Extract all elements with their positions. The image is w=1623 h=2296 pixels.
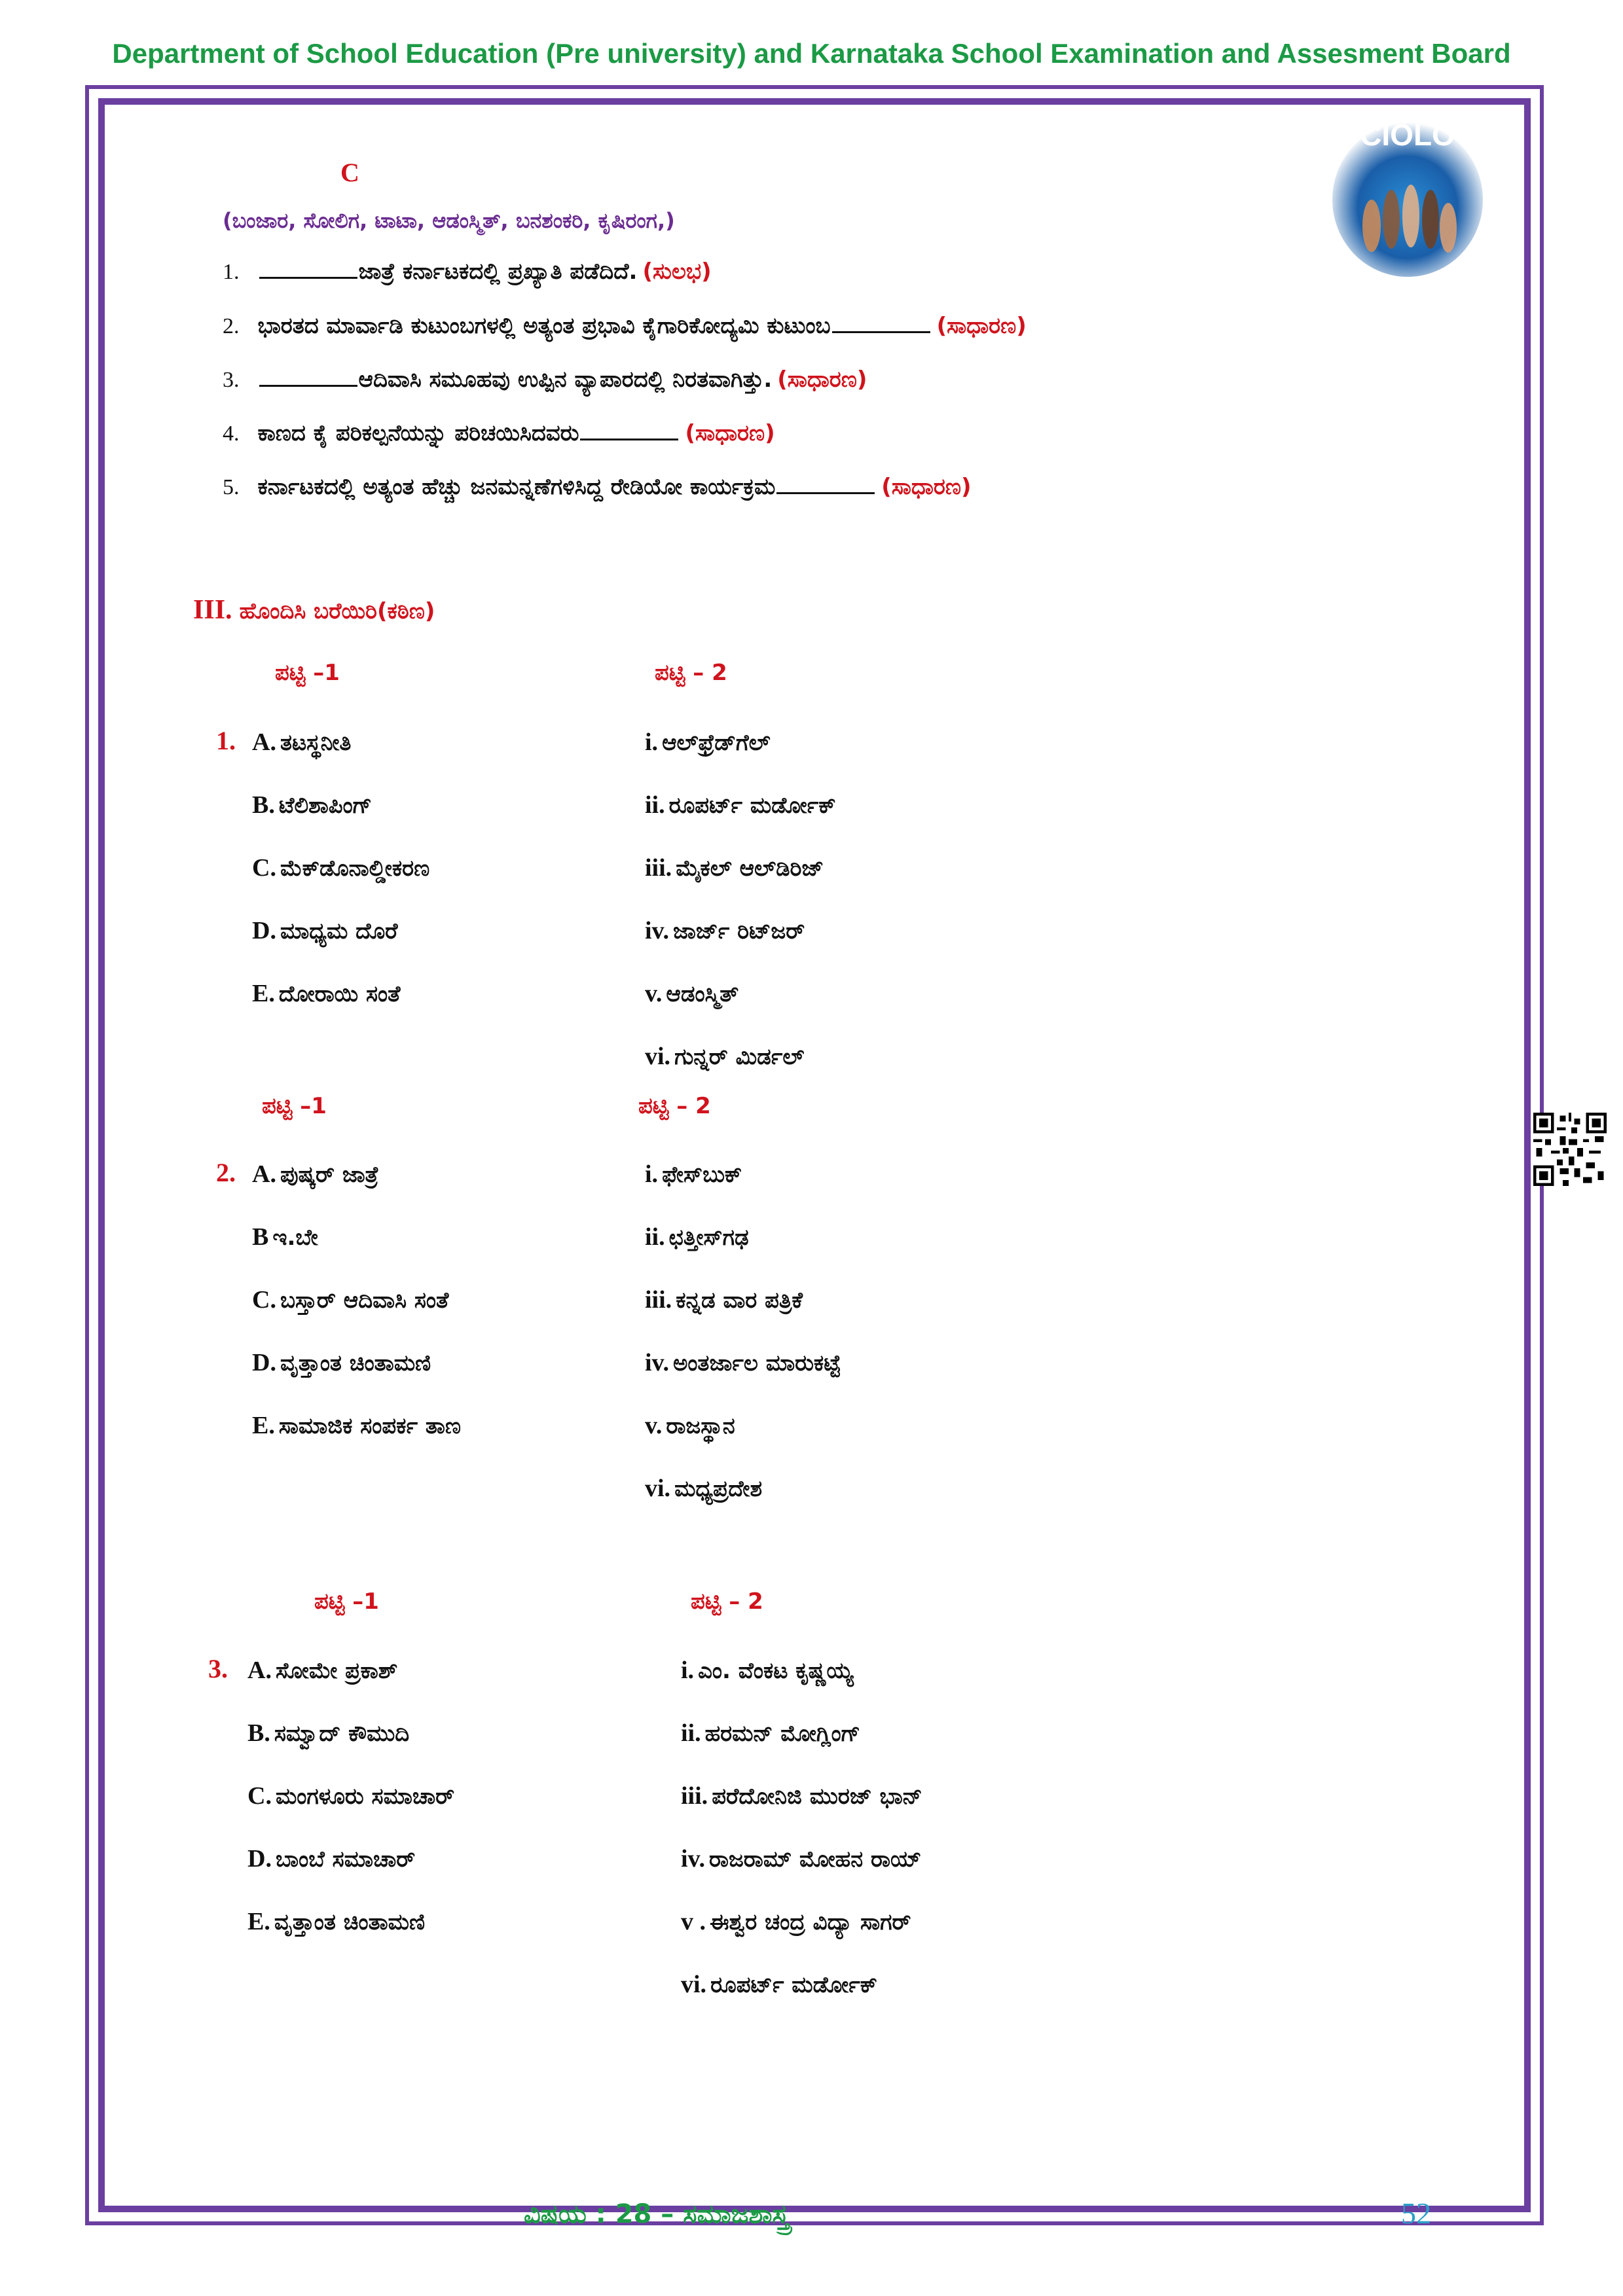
item-key: E. xyxy=(247,1908,270,1935)
left-item xyxy=(247,1907,425,1936)
answer-blank[interactable] xyxy=(259,385,357,387)
item-key: E. xyxy=(252,1412,275,1439)
group-number: 3. xyxy=(208,1654,228,1683)
item-text: ಕನ್ನಡ ವಾರ ಪತ್ರಿಕೆ xyxy=(676,1287,803,1314)
item-key: vi. xyxy=(645,1475,671,1502)
item-key: C. xyxy=(247,1782,272,1810)
right-item xyxy=(645,853,824,882)
answer-blank[interactable] xyxy=(580,439,678,440)
item-text: ತಟಸ್ಥನೀತಿ xyxy=(280,730,352,756)
left-item xyxy=(252,728,351,757)
column-1-heading: ಪಟ್ಟಿ –1 xyxy=(262,1093,327,1119)
item-key: B. xyxy=(247,1719,270,1747)
column-2-heading: ಪಟ್ಟಿ – 2 xyxy=(655,660,727,686)
item-text: ಸೋಮೇ ಪ್ರಕಾಶ್ xyxy=(275,1658,398,1684)
column-2-heading: ಪಟ್ಟಿ – 2 xyxy=(638,1093,711,1119)
section-title: ಹೊಂದಿಸಿ ಬರೆಯಿರಿ(ಕಠಿಣ) xyxy=(239,598,435,624)
section-iii-heading xyxy=(193,594,435,626)
item-text: ಮಾಧ್ಯಮ ದೊರೆ xyxy=(280,918,398,944)
item-key: i. xyxy=(681,1657,695,1684)
item-text: ಆಡಂಸ್ಮಿತ್ xyxy=(666,981,739,1007)
left-item xyxy=(252,916,397,945)
item-key: E. xyxy=(252,980,275,1007)
right-item xyxy=(645,1348,841,1377)
item-text: ರೂಪರ್ಟ್ ಮರ್ಡೋಕ್ xyxy=(668,793,836,819)
item-text: ಪರೆದೋನಿಜಿ ಮುರಜ್ ಭಾನ್ xyxy=(712,1784,922,1810)
qr-code-icon xyxy=(1533,1113,1607,1186)
left-item xyxy=(247,1719,409,1748)
left-item xyxy=(252,1348,431,1377)
column-1-heading: ಪಟ್ಟಿ –1 xyxy=(314,1588,379,1615)
right-item xyxy=(681,1907,911,1936)
question-text: ಕಾಣದ ಕೈ ಪರಿಕಲ್ಪನೆಯನ್ನು ಪರಿಚಯಿಸಿದವರು xyxy=(257,420,579,446)
column-2-heading: ಪಟ್ಟಿ – 2 xyxy=(691,1588,763,1615)
item-text: ಗುನ್ನರ್ ಮಿರ್ಡಲ್ xyxy=(674,1044,805,1070)
item-text: ದೋರಾಯಿ ಸಂತೆ xyxy=(278,981,401,1007)
right-item xyxy=(645,1223,749,1251)
item-key: i. xyxy=(645,728,659,756)
item-key: ii. xyxy=(645,1223,665,1251)
document-header: Department of School Education (Pre university) and Karnataka School Examination and Assesment Board xyxy=(112,38,1511,69)
item-key: v . xyxy=(681,1908,706,1935)
difficulty-label: (ಸುಲಭ) xyxy=(642,259,712,285)
left-item xyxy=(247,1656,397,1685)
item-text: ಆಲ್‌ಫ್ರೆಡ್‌ಗೆಲ್ xyxy=(662,730,771,756)
right-item xyxy=(645,1285,803,1314)
item-text: ಬಸ್ತಾರ್ ಆದಿವಾಸಿ ಸಂತೆ xyxy=(280,1287,449,1314)
options-list: (ಬಂಜಾರ, ಸೋಲಿಗ, ಟಾಟಾ, ಆಡಂಸ್ಮಿತ್, ಬನಶಂಕರಿ, ಕೃಷಿರಂಗ,) xyxy=(223,208,675,233)
item-key: iii. xyxy=(681,1782,708,1810)
item-key: C. xyxy=(252,1286,276,1314)
answer-blank[interactable] xyxy=(259,277,357,279)
item-text: ವೃತ್ತಾಂತ ಚಿಂತಾಮಣಿ xyxy=(274,1909,426,1935)
item-text: ಬಾಂಬೆ ಸಮಾಚಾರ್ xyxy=(275,1846,416,1873)
right-item xyxy=(645,1411,735,1440)
question-number: 2. xyxy=(223,314,240,338)
item-text: ವೃತ್ತಾಂತ ಚಿಂತಾಮಣಿ xyxy=(280,1350,431,1376)
item-text: ಹರಮನ್ ಮೋಗ್ಲಿಂಗ್ xyxy=(704,1721,861,1747)
right-item xyxy=(645,1042,804,1071)
question-text: ಆದಿವಾಸಿ ಸಮೂಹವು ಉಪ್ಪಿನ ವ್ಯಾಪಾರದಲ್ಲಿ ನಿರತವಾಗಿತ್ತು. xyxy=(358,367,773,393)
left-item xyxy=(252,1160,378,1189)
item-key: A. xyxy=(247,1657,272,1684)
question-item xyxy=(223,474,972,500)
item-text: ಸಾಮಾಜಿಕ ಸಂಪರ್ಕ ತಾಣ xyxy=(278,1413,462,1439)
item-key: vi. xyxy=(681,1971,707,1998)
item-key: B xyxy=(252,1223,269,1251)
column-1-heading: ಪಟ್ಟಿ –1 xyxy=(275,660,340,686)
left-item xyxy=(247,1844,415,1873)
logo-text: SOCIOLOGY xyxy=(1316,118,1499,152)
item-text: ಛತ್ತೀಸ್‌ಗಢ xyxy=(668,1225,749,1251)
right-item xyxy=(645,791,836,819)
answer-blank[interactable] xyxy=(832,331,930,333)
right-item xyxy=(681,1844,921,1873)
left-item xyxy=(252,1411,461,1440)
difficulty-label: (ಸಾಧಾರಣ) xyxy=(936,313,1027,339)
group-number: 2. xyxy=(216,1158,236,1187)
item-text: ರಾಜರಾಮ್ ಮೋಹನ ರಾಯ್ xyxy=(708,1846,922,1873)
item-text: ಫೇಸ್‌ಬುಕ್ xyxy=(662,1162,742,1188)
left-item xyxy=(252,853,429,882)
item-key: iii. xyxy=(645,1286,672,1314)
left-item xyxy=(247,1782,454,1810)
right-item xyxy=(681,1970,877,1999)
item-key: iv. xyxy=(645,917,669,944)
answer-blank[interactable] xyxy=(776,492,875,494)
difficulty-label: (ಸಾಧಾರಣ) xyxy=(881,474,972,500)
item-text: ಈಶ್ವರ ಚಂದ್ರ ವಿದ್ಯಾ ಸಾಗರ್ xyxy=(710,1909,911,1935)
group-number: 1. xyxy=(216,726,236,755)
item-text: ಮಂಗಳೂರು ಸಮಾಚಾರ್ xyxy=(275,1784,455,1810)
item-text: ಪುಷ್ಕರ್ ಜಾತ್ರೆ xyxy=(280,1162,379,1188)
question-item xyxy=(223,313,1027,339)
item-key: vi. xyxy=(645,1043,671,1070)
item-key: ii. xyxy=(645,791,665,819)
page-border-inner xyxy=(98,98,1531,2212)
item-key: C. xyxy=(252,854,276,882)
question-text: ಭಾರತದ ಮಾರ್ವಾಡಿ ಕುಟುಂಬಗಳಲ್ಲಿ ಅತ್ಯಂತ ಪ್ರಭಾವಿ ಕೈಗಾರಿಕೋದ್ಯಮಿ ಕುಟುಂಬ xyxy=(257,313,831,339)
left-item xyxy=(252,791,372,819)
right-item xyxy=(645,979,739,1008)
left-item xyxy=(252,1285,448,1314)
right-item xyxy=(681,1719,860,1748)
right-item xyxy=(645,1474,762,1503)
question-number: 1. xyxy=(223,260,240,284)
item-text: ಟೆಲಿಶಾಪಿಂಗ್ xyxy=(278,793,373,819)
item-key: iv. xyxy=(645,1349,669,1376)
right-item xyxy=(681,1782,922,1810)
item-key: A. xyxy=(252,1160,276,1188)
right-item xyxy=(645,916,805,945)
difficulty-label: (ಸಾಧಾರಣ) xyxy=(685,420,775,446)
item-key: A. xyxy=(252,728,276,756)
item-text: ಅಂತರ್ಜಾಲ ಮಾರುಕಟ್ಟೆ xyxy=(672,1350,841,1376)
left-item xyxy=(252,979,401,1008)
item-key: D. xyxy=(247,1845,272,1873)
difficulty-label: (ಸಾಧಾರಣ) xyxy=(777,367,867,393)
right-item xyxy=(681,1656,854,1685)
right-item xyxy=(645,1160,742,1189)
item-key: v. xyxy=(645,1412,663,1439)
item-key: i. xyxy=(645,1160,659,1188)
question-item xyxy=(223,367,867,393)
question-number: 5. xyxy=(223,475,240,499)
item-text: ಜಾರ್ಜ್ ರಿಟ್‌ಜರ್ xyxy=(672,918,805,944)
item-text: ಸಮ್ವಾದ್ ಕೌಮುದಿ xyxy=(274,1721,410,1747)
item-key: ii. xyxy=(681,1719,701,1747)
footer-subject: ವಿಷಯ : 28 – ಸಮಾಜಶಾಸ್ತ್ರ xyxy=(524,2199,790,2229)
sociology-logo xyxy=(1309,111,1506,281)
item-key: D. xyxy=(252,917,276,944)
left-item xyxy=(252,1223,318,1251)
page-number: 52 xyxy=(1401,2197,1431,2230)
item-text: ಇ.ಬೇ xyxy=(272,1225,318,1251)
item-key: D. xyxy=(252,1349,276,1376)
item-text: ಎಂ. ವೆಂಕಟ ಕೃಷ್ಣಯ್ಯ xyxy=(698,1658,854,1684)
item-text: ಮೈಕಲ್ ಆಲ್‌ಡಿರಿಜ್ xyxy=(676,855,824,882)
item-text: ರೂಪರ್ಟ್ ಮರ್ಡೋಕ್ xyxy=(710,1972,878,1998)
question-number: 4. xyxy=(223,422,240,446)
item-text: ಮೆಕ್‌ಡೊನಾಲ್ಡೀಕರಣ xyxy=(280,855,430,882)
item-key: iv. xyxy=(681,1845,705,1873)
item-text: ರಾಜಸ್ಥಾನ xyxy=(666,1413,735,1439)
question-number: 3. xyxy=(223,368,240,392)
section-letter: C xyxy=(340,158,359,187)
item-key: B. xyxy=(252,791,275,819)
question-item xyxy=(223,259,712,285)
item-key: v. xyxy=(645,980,663,1007)
question-text: ಜಾತ್ರೆ ಕರ್ನಾಟಕದಲ್ಲಿ ಪ್ರಖ್ಯಾತಿ ಪಡೆದಿದೆ. xyxy=(358,259,638,285)
right-item xyxy=(645,728,771,757)
question-text: ಕರ್ನಾಟಕದಲ್ಲಿ ಅತ್ಯಂತ ಹೆಚ್ಚು ಜನಮನ್ನಣೆಗಳಿಸಿದ್ದ ರೇಡಿಯೋ ಕಾರ್ಯಕ್ರಮ xyxy=(257,474,776,500)
section-numeral: III. xyxy=(193,595,232,625)
item-key: iii. xyxy=(645,854,672,882)
item-text: ಮಧ್ಯಪ್ರದೇಶ xyxy=(674,1476,763,1502)
question-item xyxy=(223,420,775,446)
